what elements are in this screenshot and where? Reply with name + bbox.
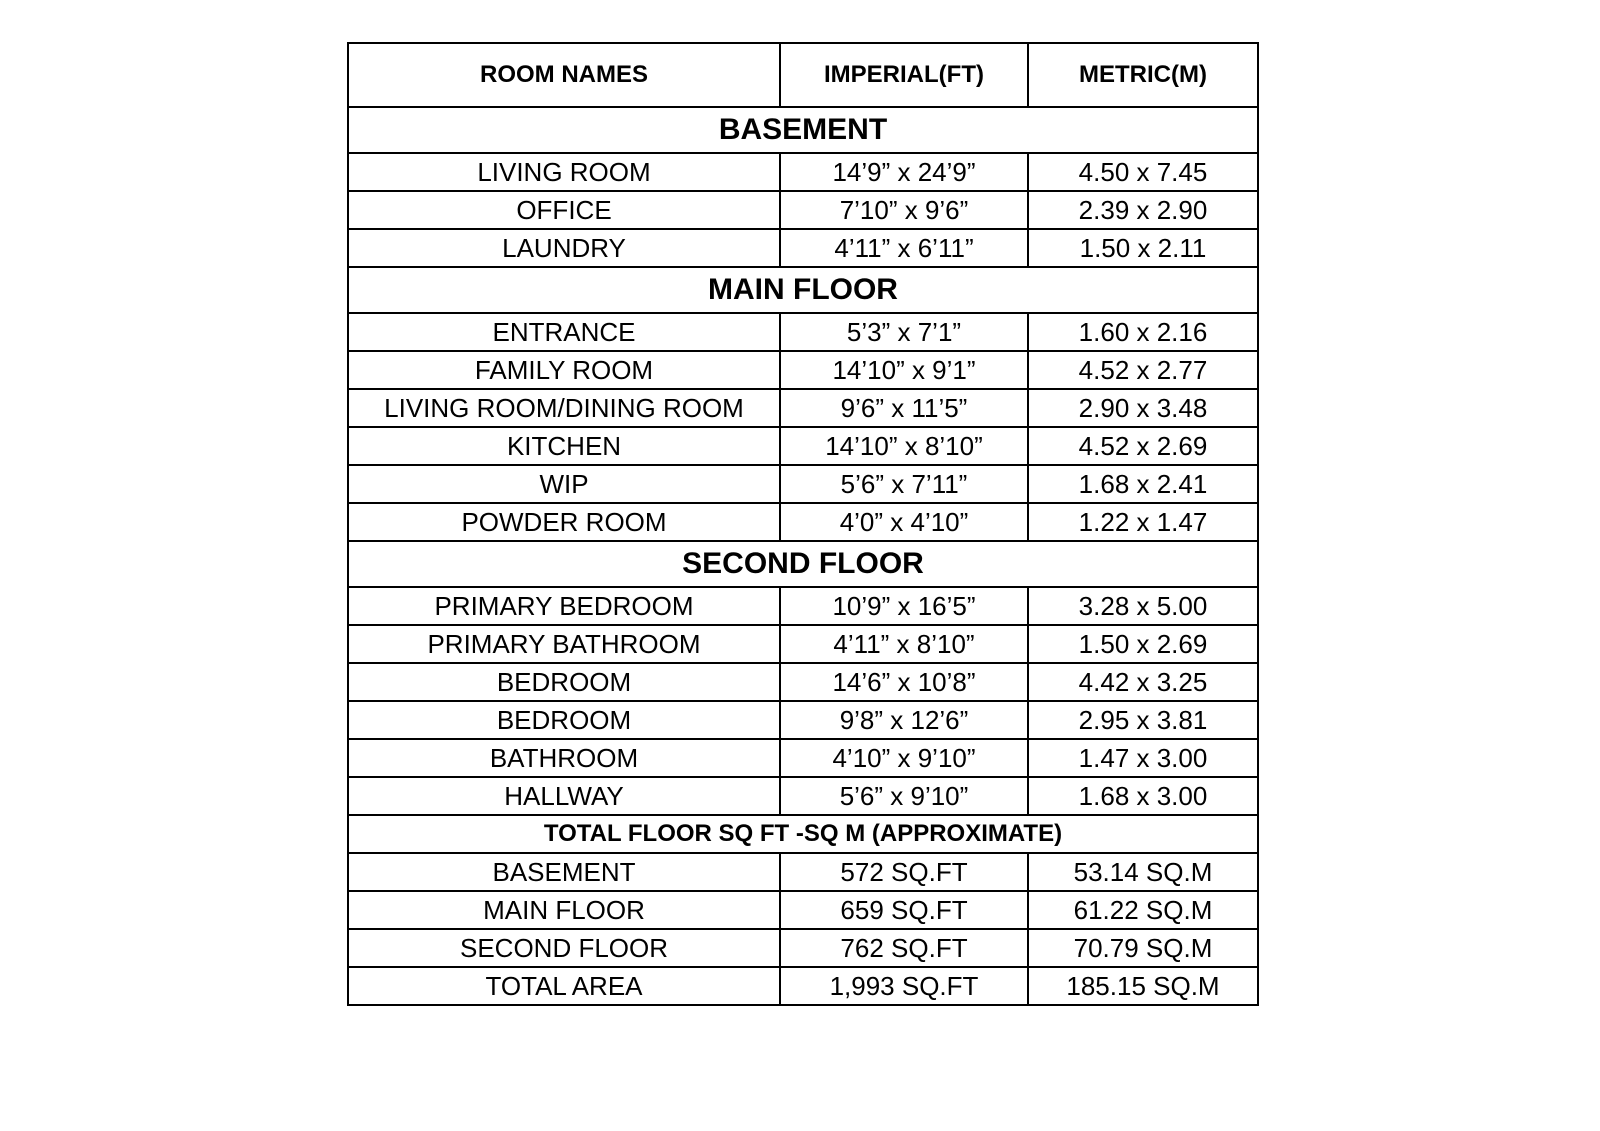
room-name: BEDROOM <box>348 701 780 739</box>
section-title: BASEMENT <box>348 107 1258 153</box>
room-imperial: 10’9” x 16’5” <box>780 587 1028 625</box>
room-metric: 4.52 x 2.77 <box>1028 351 1258 389</box>
room-name: KITCHEN <box>348 427 780 465</box>
total-metric: 53.14 SQ.M <box>1028 853 1258 891</box>
room-metric: 1.68 x 3.00 <box>1028 777 1258 815</box>
table-row <box>348 503 1258 541</box>
table-row <box>348 351 1258 389</box>
room-imperial: 9’8” x 12’6” <box>780 701 1028 739</box>
room-name: BEDROOM <box>348 663 780 701</box>
total-metric: 61.22 SQ.M <box>1028 891 1258 929</box>
room-metric: 4.52 x 2.69 <box>1028 427 1258 465</box>
room-dimensions-table <box>347 42 1259 1006</box>
total-metric: 70.79 SQ.M <box>1028 929 1258 967</box>
table-row <box>348 891 1258 929</box>
table-row <box>348 153 1258 191</box>
room-metric: 1.47 x 3.00 <box>1028 739 1258 777</box>
total-imperial: 572 SQ.FT <box>780 853 1028 891</box>
header-imperial: IMPERIAL(FT) <box>780 43 1028 107</box>
table-row <box>348 587 1258 625</box>
table-row <box>348 191 1258 229</box>
room-metric: 4.42 x 3.25 <box>1028 663 1258 701</box>
table-row <box>348 229 1258 267</box>
room-imperial: 5’3” x 7’1” <box>780 313 1028 351</box>
table-row <box>348 701 1258 739</box>
room-imperial: 14’9” x 24’9” <box>780 153 1028 191</box>
table-row <box>348 625 1258 663</box>
room-name: HALLWAY <box>348 777 780 815</box>
section-main-floor-row <box>348 267 1258 313</box>
room-name: LIVING ROOM <box>348 153 780 191</box>
table-row <box>348 967 1258 1005</box>
room-imperial: 5’6” x 7’11” <box>780 465 1028 503</box>
room-name: OFFICE <box>348 191 780 229</box>
table-row <box>348 389 1258 427</box>
room-name: WIP <box>348 465 780 503</box>
table-row <box>348 739 1258 777</box>
header-metric: METRIC(M) <box>1028 43 1258 107</box>
total-imperial: 762 SQ.FT <box>780 929 1028 967</box>
room-name: POWDER ROOM <box>348 503 780 541</box>
room-metric: 1.68 x 2.41 <box>1028 465 1258 503</box>
room-name: PRIMARY BATHROOM <box>348 625 780 663</box>
room-name: PRIMARY BEDROOM <box>348 587 780 625</box>
totals-title: TOTAL FLOOR SQ FT -SQ M (APPROXIMATE) <box>348 815 1258 853</box>
room-imperial: 14’10” x 9’1” <box>780 351 1028 389</box>
table-row <box>348 427 1258 465</box>
totals-heading-row <box>348 815 1258 853</box>
room-imperial: 9’6” x 11’5” <box>780 389 1028 427</box>
room-imperial: 5’6” x 9’10” <box>780 777 1028 815</box>
room-imperial: 4’11” x 6’11” <box>780 229 1028 267</box>
table-row <box>348 853 1258 891</box>
room-imperial: 14’6” x 10’8” <box>780 663 1028 701</box>
room-name: ENTRANCE <box>348 313 780 351</box>
room-imperial: 4’10” x 9’10” <box>780 739 1028 777</box>
section-title: SECOND FLOOR <box>348 541 1258 587</box>
table-row <box>348 465 1258 503</box>
room-name: LIVING ROOM/DINING ROOM <box>348 389 780 427</box>
section-basement-row <box>348 107 1258 153</box>
room-metric: 2.90 x 3.48 <box>1028 389 1258 427</box>
room-name: BATHROOM <box>348 739 780 777</box>
room-metric: 2.95 x 3.81 <box>1028 701 1258 739</box>
room-imperial: 7’10” x 9’6” <box>780 191 1028 229</box>
table-row <box>348 929 1258 967</box>
total-name: MAIN FLOOR <box>348 891 780 929</box>
total-name: TOTAL AREA <box>348 967 780 1005</box>
room-name: LAUNDRY <box>348 229 780 267</box>
room-metric: 4.50 x 7.45 <box>1028 153 1258 191</box>
room-imperial: 4’0” x 4’10” <box>780 503 1028 541</box>
total-imperial: 659 SQ.FT <box>780 891 1028 929</box>
room-metric: 1.50 x 2.69 <box>1028 625 1258 663</box>
total-name: BASEMENT <box>348 853 780 891</box>
total-metric: 185.15 SQ.M <box>1028 967 1258 1005</box>
room-name: FAMILY ROOM <box>348 351 780 389</box>
room-metric: 3.28 x 5.00 <box>1028 587 1258 625</box>
room-metric: 1.60 x 2.16 <box>1028 313 1258 351</box>
table-row <box>348 663 1258 701</box>
header-room-names: ROOM NAMES <box>348 43 780 107</box>
room-metric: 1.50 x 2.11 <box>1028 229 1258 267</box>
room-metric: 2.39 x 2.90 <box>1028 191 1258 229</box>
section-second-floor-row <box>348 541 1258 587</box>
total-imperial: 1,993 SQ.FT <box>780 967 1028 1005</box>
table-row <box>348 777 1258 815</box>
room-metric: 1.22 x 1.47 <box>1028 503 1258 541</box>
total-name: SECOND FLOOR <box>348 929 780 967</box>
section-title: MAIN FLOOR <box>348 267 1258 313</box>
room-imperial: 4’11” x 8’10” <box>780 625 1028 663</box>
header-row <box>348 43 1258 107</box>
table-row <box>348 313 1258 351</box>
room-imperial: 14’10” x 8’10” <box>780 427 1028 465</box>
